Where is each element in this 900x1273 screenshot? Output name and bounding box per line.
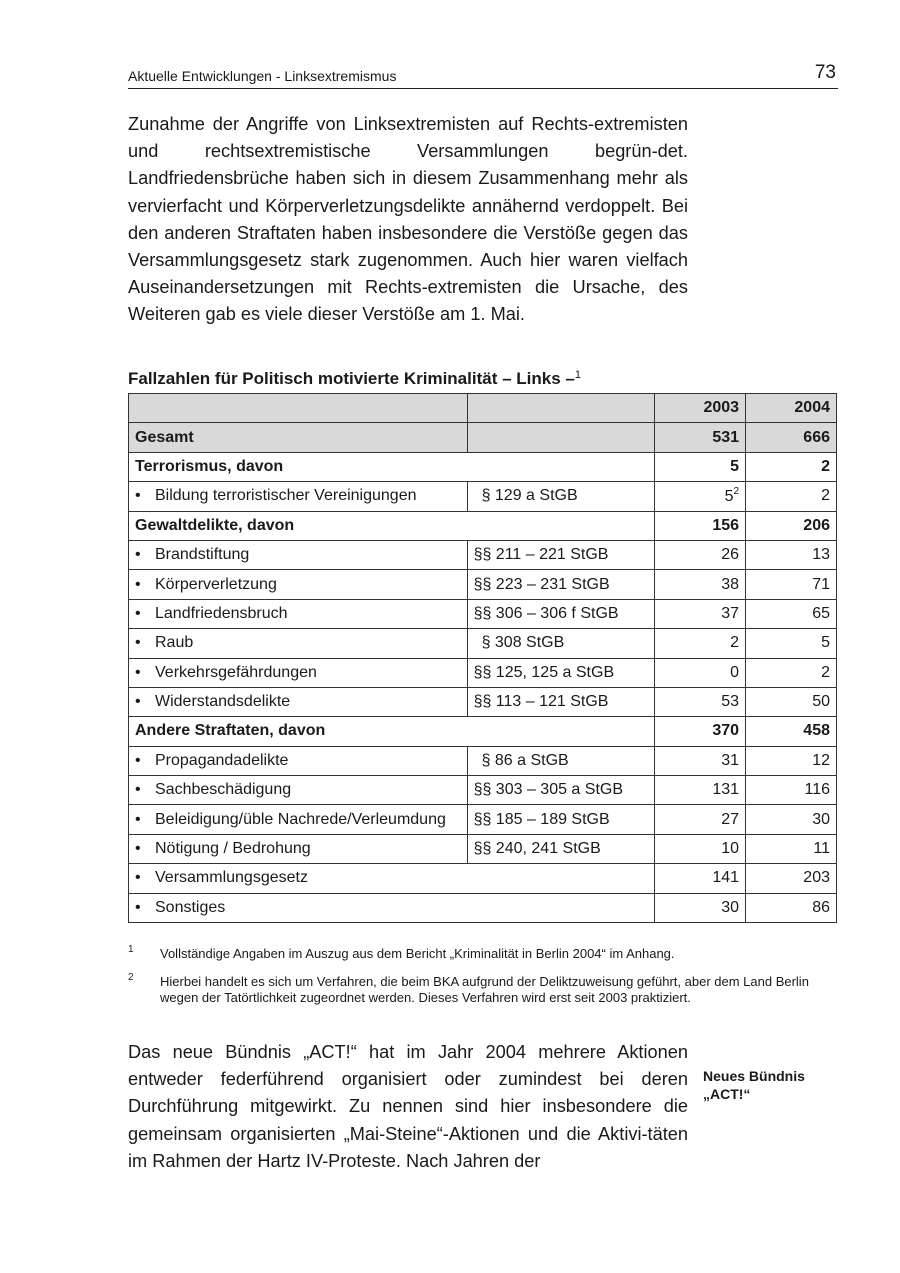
total-2004: 666 xyxy=(746,423,837,452)
row-paragraph: §§ 223 – 231 StGB xyxy=(467,570,655,599)
body-paragraph-2: Das neue Bündnis „ACT!“ hat im Jahr 2004 mehrere Aktionen entweder federführend organisiert oder zumindest bei deren Durchführung mitgewirkt. Zu nennen sind hier insbesondere die gemeinsam organisierten „Mai-Steine“-Aktionen und die Aktivi-täten im Rahmen der Hartz IV-Proteste. Nach Jahren der xyxy=(128,1042,688,1171)
total-label: Gesamt xyxy=(129,423,468,452)
table-row xyxy=(129,805,837,834)
row-label: • Landfriedensbruch xyxy=(129,599,468,628)
group-label: Andere Straftaten, davon xyxy=(129,717,655,746)
total-empty xyxy=(467,423,655,452)
row-label: • Körperverletzung xyxy=(129,570,468,599)
bullet-icon: • xyxy=(135,693,141,711)
row-label: • Brandstiftung xyxy=(129,540,468,569)
group-2003: 5 xyxy=(655,452,746,481)
page-header xyxy=(128,60,838,89)
footnote-mark: 1 xyxy=(128,944,134,955)
row-2004: 86 xyxy=(746,893,837,922)
row-2003: 53 xyxy=(655,687,746,716)
table-title xyxy=(128,369,581,389)
row-2004: 71 xyxy=(746,570,837,599)
row-paragraph: §§ 306 – 306 f StGB xyxy=(467,599,655,628)
bullet-icon: • xyxy=(135,487,141,505)
table-row xyxy=(129,629,837,658)
table-title-text: Fallzahlen für Politisch motivierte Kriminalität – Links – xyxy=(128,369,575,388)
row-label: • Sachbeschädigung xyxy=(129,776,468,805)
row-2004: 203 xyxy=(746,864,837,893)
footnote-text: Hierbei handelt es sich um Verfahren, die beim BKA aufgrund der Deliktzuweisung geführt, aber dem Land Berlin wegen der Tatörtlichkeit zugeordnet werden. Dieses Verfahren wird erst seit 2003 praktiziert. xyxy=(160,974,809,1005)
table-row xyxy=(129,540,837,569)
bullet-icon: • xyxy=(135,663,141,681)
table-row xyxy=(129,687,837,716)
row-label: • Sonstiges xyxy=(129,893,655,922)
row-2004: 13 xyxy=(746,540,837,569)
bullet-icon: • xyxy=(135,869,141,887)
row-2004: 2 xyxy=(746,658,837,687)
bullet-icon: • xyxy=(135,546,141,564)
table-row xyxy=(129,776,837,805)
table-header-row xyxy=(129,394,837,423)
row-label: • Versammlungsgesetz xyxy=(129,864,655,893)
margin-note xyxy=(703,1067,805,1103)
margin-note-line-1: Neues Bündnis xyxy=(703,1068,805,1084)
row-2003: 0 xyxy=(655,658,746,687)
row-paragraph: § 86 a StGB xyxy=(467,746,655,775)
group-row-terrorismus xyxy=(129,452,837,481)
row-label: • Verkehrsgefährdungen xyxy=(129,658,468,687)
table-row xyxy=(129,893,837,922)
bullet-icon: • xyxy=(135,840,141,858)
bullet-icon: • xyxy=(135,575,141,593)
table-row xyxy=(129,834,837,863)
total-2003: 531 xyxy=(655,423,746,452)
row-2004: 50 xyxy=(746,687,837,716)
bullet-icon: • xyxy=(135,898,141,916)
table-row xyxy=(129,746,837,775)
footnote-ref-2: 2 xyxy=(733,486,740,498)
row-2003: 31 xyxy=(655,746,746,775)
row-2004: 12 xyxy=(746,746,837,775)
footnote-text: Vollständige Angaben im Auszug aus dem Bericht „Kriminalität in Berlin 2004“ im Anhang. xyxy=(160,946,675,961)
row-2003: 2 xyxy=(655,629,746,658)
row-paragraph: § 129 a StGB xyxy=(467,482,655,511)
header-cell-empty-1 xyxy=(129,394,468,423)
bullet-icon: • xyxy=(135,751,141,769)
table-row xyxy=(129,482,837,511)
row-paragraph: §§ 303 – 305 a StGB xyxy=(467,776,655,805)
footnote-2 xyxy=(128,974,838,1006)
header-year-2004: 2004 xyxy=(746,394,837,423)
row-label: • Bildung terroristischer Vereinigungen xyxy=(129,482,468,511)
group-2004: 206 xyxy=(746,511,837,540)
margin-note-line-2: „ACT!“ xyxy=(703,1086,751,1102)
row-label: • Propagandadelikte xyxy=(129,746,468,775)
footnote-mark: 2 xyxy=(128,972,134,983)
row-paragraph: §§ 211 – 221 StGB xyxy=(467,540,655,569)
group-2004: 2 xyxy=(746,452,837,481)
row-2004: 2 xyxy=(746,482,837,511)
group-2004: 458 xyxy=(746,717,837,746)
running-header: Aktuelle Entwicklungen - Linksextremismus xyxy=(128,68,397,84)
row-2004: 5 xyxy=(746,629,837,658)
row-2004: 30 xyxy=(746,805,837,834)
bullet-icon: • xyxy=(135,604,141,622)
bullet-icon: • xyxy=(135,634,141,652)
bullet-icon: • xyxy=(135,781,141,799)
page-number: 73 xyxy=(814,62,836,83)
footnote-1 xyxy=(128,946,838,962)
group-2003: 370 xyxy=(655,717,746,746)
row-2003: 5$^2$ xyxy=(655,482,746,511)
bullet-icon: • xyxy=(135,810,141,828)
footnote-ref-1: 1 xyxy=(574,369,581,381)
row-label: • Beleidigung/üble Nachrede/Verleumdung xyxy=(129,805,468,834)
row-2003: 38 xyxy=(655,570,746,599)
row-2004: 11 xyxy=(746,834,837,863)
table-row xyxy=(129,658,837,687)
table-row xyxy=(129,570,837,599)
row-2003: 26 xyxy=(655,540,746,569)
header-year-2003: 2003 xyxy=(655,394,746,423)
row-2003: 37 xyxy=(655,599,746,628)
total-row xyxy=(129,423,837,452)
row-2003: 27 xyxy=(655,805,746,834)
row-paragraph: §§ 113 – 121 StGB xyxy=(467,687,655,716)
group-row-andere-straftaten xyxy=(129,717,837,746)
row-2003: 30 xyxy=(655,893,746,922)
row-label: • Nötigung / Bedrohung xyxy=(129,834,468,863)
row-paragraph: § 308 StGB xyxy=(467,629,655,658)
group-row-gewaltdelikte xyxy=(129,511,837,540)
table-row xyxy=(129,599,837,628)
group-label: Gewaltdelikte, davon xyxy=(129,511,655,540)
row-2004: 65 xyxy=(746,599,837,628)
row-2004: 116 xyxy=(746,776,837,805)
row-label: • Raub xyxy=(129,629,468,658)
body-paragraph-1: Zunahme der Angriffe von Linksextremisten auf Rechts-extremisten und rechtsextremistische Versammlungen begrün-det. Landfriedensbrüche haben sich in diesem Zusammenhang mehr als vervierfacht und Körperverletzungsdelikte annähernd verdoppelt. Bei den anderen Straftaten haben insbesondere die Verstöße gegen das Versammlungsgesetz stark zugenommen. Auch hier waren vielfach Auseinandersetzungen mit Rechts-extremisten die Ursache, des Weiteren gab es viele dieser Verstöße am 1. Mai. xyxy=(128,114,688,325)
statistics-table xyxy=(128,393,837,923)
header-cell-empty-2 xyxy=(467,394,655,423)
table-row xyxy=(129,864,837,893)
row-label: • Widerstandsdelikte xyxy=(129,687,468,716)
group-2003: 156 xyxy=(655,511,746,540)
row-paragraph: §§ 185 – 189 StGB xyxy=(467,805,655,834)
row-paragraph: §§ 240, 241 StGB xyxy=(467,834,655,863)
group-label: Terrorismus, davon xyxy=(129,452,655,481)
row-paragraph: §§ 125, 125 a StGB xyxy=(467,658,655,687)
row-2003: 131 xyxy=(655,776,746,805)
row-2003: 10 xyxy=(655,834,746,863)
row-2003: 141 xyxy=(655,864,746,893)
